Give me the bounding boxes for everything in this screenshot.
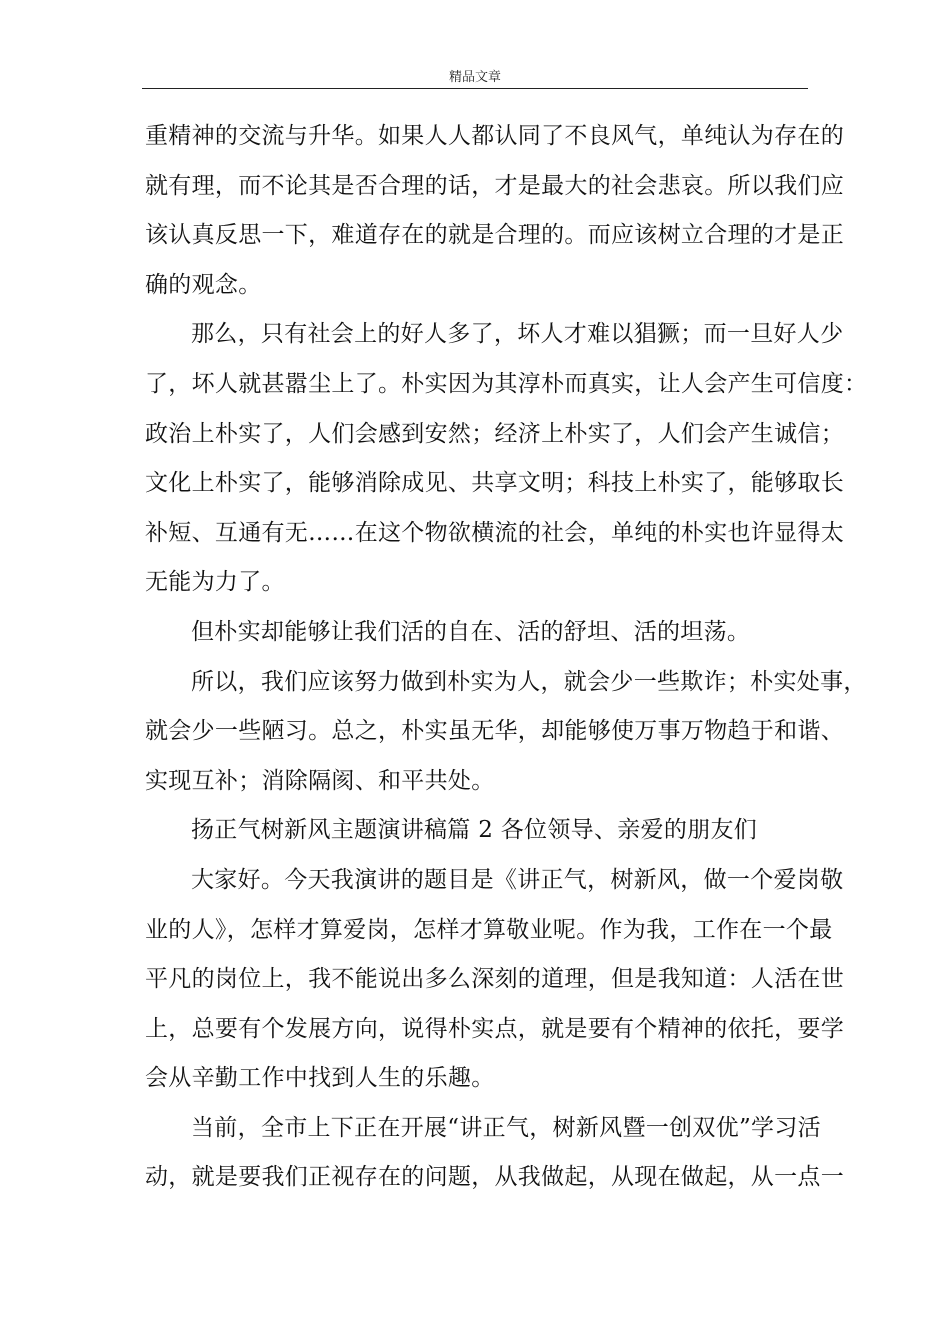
paragraph-start-line: 所以，我们应该努力做到朴实为人，就会少一些欺诈；朴实处事， bbox=[191, 668, 867, 695]
text-line: 就会少一些陋习。总之，朴实虽无华，却能够使万事万物趋于和谐、 bbox=[145, 718, 844, 745]
text-line: 平凡的岗位上，我不能说出多么深刻的道理，但是我知道：人活在世 bbox=[145, 966, 844, 993]
text-line: 政治上朴实了，人们会感到安然；经济上朴实了，人们会产生诚信； bbox=[145, 420, 844, 447]
document-body bbox=[145, 112, 868, 1203]
text-line: 无能为力了。 bbox=[145, 569, 285, 596]
paragraph-start-line: 但朴实却能够让我们活的自在、活的舒坦、活的坦荡。 bbox=[191, 618, 751, 645]
paragraph-start-line: 大家好。今天我演讲的题目是《讲正气，树新风，做一个爱岗敬 bbox=[191, 866, 844, 893]
text-line: 就有理，而不论其是否合理的话，才是最大的社会悲哀。所以我们应 bbox=[145, 172, 844, 199]
paragraph-start-line: 当前，全市上下正在开展“讲正气，树新风暨一创双优”学习活 bbox=[191, 1114, 821, 1141]
text-line: 该认真反思一下，难道存在的就是合理的。而应该树立合理的才是正 bbox=[145, 222, 844, 249]
page-header-title: 精品文章 bbox=[448, 70, 501, 85]
header-divider bbox=[142, 88, 808, 89]
section-heading-line: 扬正气树新风主题演讲稿篇 2 各位领导、亲爱的朋友们 bbox=[191, 817, 758, 844]
text-line: 了，坏人就甚嚣尘上了。朴实因为其淳朴而真实，让人会产生可信度： bbox=[145, 370, 868, 397]
text-line: 重精神的交流与升华。如果人人都认同了不良风气，单纯认为存在的 bbox=[145, 123, 844, 149]
text-line: 动，就是要我们正视存在的问题，从我做起，从现在做起，从一点一 bbox=[145, 1164, 844, 1191]
text-line: 业的人》，怎样才算爱岗，怎样才算敬业呢。作为我，工作在一个最 bbox=[145, 916, 833, 943]
paragraph-start-line: 那么，只有社会上的好人多了，坏人才难以猖獗；而一旦好人少 bbox=[191, 321, 844, 348]
text-line: 文化上朴实了，能够消除成见、共享文明；科技上朴实了，能够取长 bbox=[145, 470, 844, 497]
text-line: 实现互补；消除隔阂、和平共处。 bbox=[145, 767, 495, 794]
text-line: 补短、互通有无……在这个物欲横流的社会，单纯的朴实也许显得太 bbox=[145, 519, 844, 546]
text-line: 确的观念。 bbox=[145, 271, 262, 298]
text-line: 会从辛勤工作中找到人生的乐趣。 bbox=[145, 1065, 495, 1092]
text-line: 上，总要有个发展方向，说得朴实点，就是要有个精神的依托，要学 bbox=[145, 1015, 844, 1042]
